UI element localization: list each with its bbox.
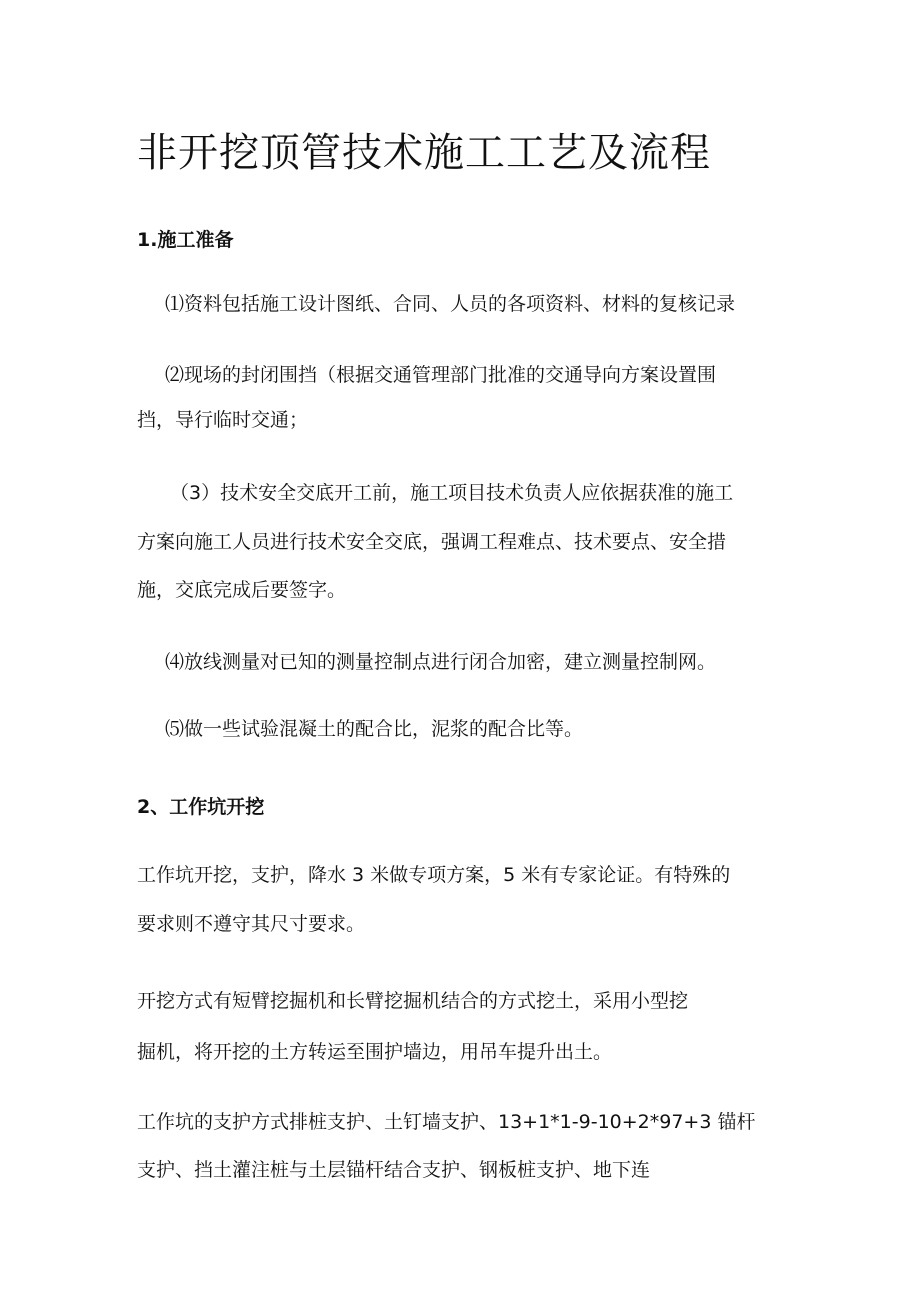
section-heading-excavation: 2、工作坑开挖 bbox=[137, 796, 265, 818]
paragraph-line: 要求则不遵守其尺寸要求。 bbox=[137, 913, 366, 935]
paragraph-line: 掘机，将开挖的土方转运至围护墙边，用吊车提升出土。 bbox=[137, 1041, 613, 1063]
paragraph-line: （3）技术安全交底开工前，施工项目技术负责人应依据获准的施工 bbox=[170, 482, 734, 504]
paragraph-line: 支护、挡土灌注桩与土层锚杆结合支护、钢板桩支护、地下连 bbox=[137, 1159, 651, 1181]
paragraph-line: 方案向施工人员进行技术安全交底，强调工程难点、技术要点、安全措 bbox=[137, 531, 727, 553]
paragraph-line: 挡，导行临时交通； bbox=[137, 409, 309, 431]
paragraph-line: ⑷放线测量对已知的测量控制点进行闭合加密，建立测量控制网。 bbox=[165, 651, 717, 673]
section-heading-preparation: 1.施工准备 bbox=[137, 229, 234, 251]
paragraph-line: 工作坑的支护方式排桩支护、土钉墙支护、13+1*1-9-10+2*97+3 锚杆 bbox=[137, 1111, 756, 1133]
document-title: 非开挖顶管技术施工工艺及流程 bbox=[137, 130, 711, 176]
paragraph-line: 开挖方式有短臂挖掘机和长臂挖掘机结合的方式挖土，采用小型挖 bbox=[137, 990, 689, 1012]
paragraph-line: 施，交底完成后要签字。 bbox=[137, 579, 347, 601]
paragraph-line: ⑴资料包括施工设计图纸、合同、人员的各项资料、材料的复核记录 bbox=[165, 293, 736, 315]
paragraph-line: 工作坑开挖，支护，降水 3 米做专项方案，5 米有专家论证。有特殊的 bbox=[137, 864, 731, 886]
paragraph-line: ⑵现场的封闭围挡（根据交通管理部门批准的交通导向方案设置围 bbox=[165, 364, 717, 386]
paragraph-line: ⑸做一些试验混凝土的配合比，泥浆的配合比等。 bbox=[165, 718, 584, 740]
